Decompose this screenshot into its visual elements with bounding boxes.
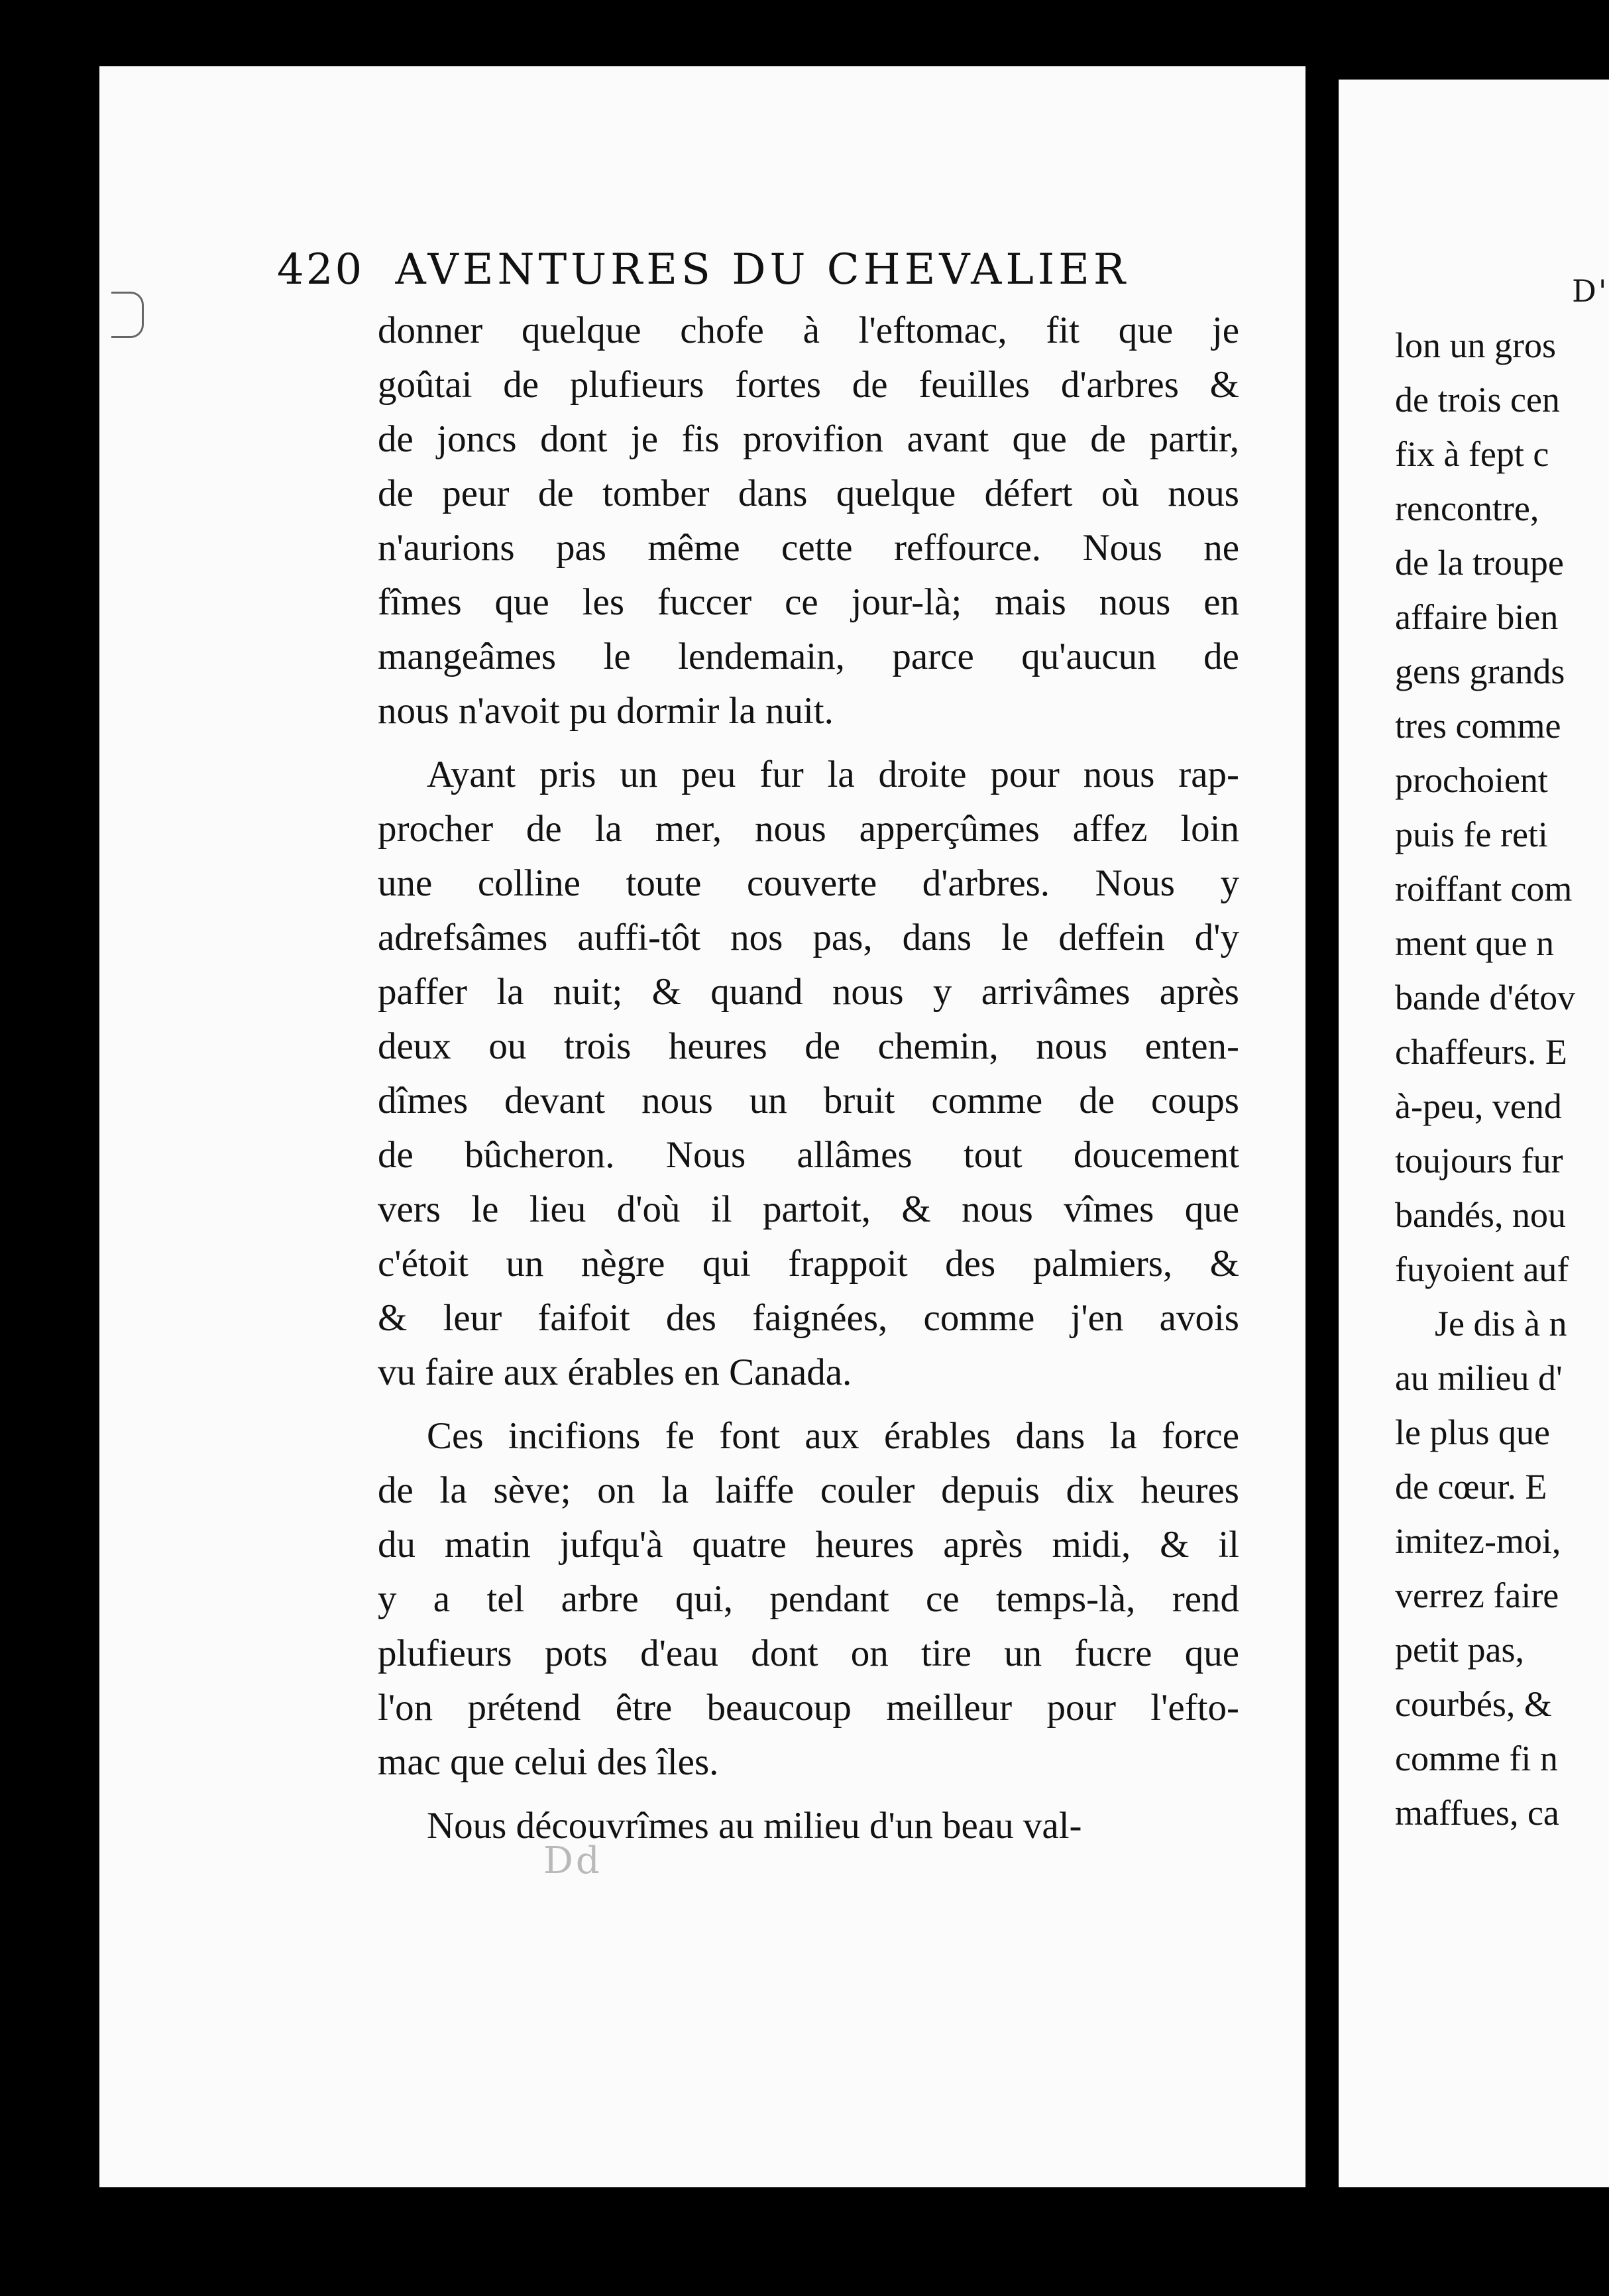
right-text-line: puis fe reti: [1395, 815, 1548, 854]
text-line: & leur faifoit des faignées, comme j'en avois: [378, 1297, 1239, 1339]
right-text-line: de la troupe: [1395, 543, 1564, 583]
right-text-line: petit pas,: [1395, 1630, 1524, 1670]
right-text-line: chaffeurs. E: [1395, 1032, 1567, 1072]
text-line: plufieurs pots d'eau dont on tire un fucre que: [378, 1633, 1239, 1674]
text-line: l'on prétend être beaucoup meilleur pour l'efto-: [378, 1687, 1239, 1729]
right-text-line: ment que n: [1395, 923, 1554, 963]
right-running-head: D': [1572, 273, 1609, 309]
text-line: donner quelque chofe à l'eftomac, fit que je: [378, 310, 1239, 351]
right-text-line: gens grands: [1395, 652, 1565, 691]
gutter-shadow: [1305, 66, 1339, 2187]
right-text-line: lon un gros: [1395, 325, 1556, 365]
text-line: de joncs dont je fis provifion avant que de partir,: [378, 418, 1239, 460]
running-head: [277, 245, 1245, 294]
right-text-line: fuyoient auf: [1395, 1249, 1569, 1289]
right-body-text: [1395, 318, 1609, 1840]
text-line: de peur de tomber dans quelque défert où nous: [378, 473, 1239, 514]
text-line: une colline toute couverte d'arbres. Nous y: [378, 862, 1239, 904]
text-line: nous n'avoit pu dormir la nuit.: [378, 690, 834, 732]
paragraph-gap: [378, 1400, 1239, 1409]
right-text-line: bande d'étov: [1395, 978, 1576, 1017]
text-line: goûtai de plufieurs fortes de feuilles d'arbres &: [378, 364, 1239, 406]
text-line: de bûcheron. Nous allâmes tout doucement: [378, 1134, 1239, 1176]
text-line: c'étoit un nègre qui frappoit des palmiers, &: [378, 1243, 1239, 1285]
text-line: Ayant pris un peu fur la droite pour nous rap-: [427, 754, 1239, 795]
right-text-line: fix à fept c: [1395, 434, 1549, 474]
right-text-line: au milieu d': [1395, 1358, 1563, 1398]
right-text-line: comme fi n: [1395, 1739, 1558, 1778]
signature-mark: Dd: [543, 1839, 602, 1882]
text-line: mac que celui des îles.: [378, 1741, 719, 1783]
text-line: Ces incifions fe font aux érables dans la force: [427, 1415, 1239, 1457]
right-text-line: le plus que: [1395, 1412, 1550, 1452]
right-text-line: toujours fur: [1395, 1141, 1563, 1180]
text-line: procher de la mer, nous apperçûmes affez loin: [378, 808, 1239, 850]
text-line: paffer la nuit; & quand nous y arrivâmes après: [378, 971, 1239, 1013]
text-line: vers le lieu d'où il partoit, & nous vîmes que: [378, 1188, 1239, 1230]
paragraph-gap: [378, 1790, 1239, 1799]
right-text-line: prochoient: [1395, 760, 1548, 800]
text-line: deux ou trois heures de chemin, nous enten-: [378, 1025, 1239, 1067]
right-text-line: de trois cen: [1395, 380, 1560, 420]
right-text-line: roiffant com: [1395, 869, 1573, 909]
text-line: mangeâmes le lendemain, parce qu'aucun de: [378, 636, 1239, 677]
body-text: [378, 304, 1239, 1853]
page-number: 420: [277, 245, 364, 294]
right-text-line: rencontre,: [1395, 488, 1539, 528]
text-line: fîmes que les fuccer ce jour-là; mais nous en: [378, 581, 1239, 623]
right-text-line: maffues, ca: [1395, 1793, 1559, 1833]
margin-bracket-mark: [111, 292, 144, 338]
right-text-line: de cœur. E: [1395, 1467, 1547, 1507]
right-text-line: bandés, nou: [1395, 1195, 1566, 1235]
text-line: de la sève; on la laiffe couler depuis dix heures: [378, 1469, 1239, 1511]
right-text-line: Je dis à n: [1435, 1304, 1567, 1344]
paragraph-gap: [378, 738, 1239, 748]
right-text-line: à-peu, vend: [1395, 1086, 1562, 1126]
text-line: dîmes devant nous un bruit comme de coups: [378, 1080, 1239, 1121]
right-text-line: affaire bien: [1395, 597, 1559, 637]
text-line: vu faire aux érables en Canada.: [378, 1351, 852, 1393]
text-line: Nous découvrîmes au milieu d'un beau val-: [427, 1805, 1082, 1847]
right-text-line: verrez faire: [1395, 1576, 1559, 1615]
right-text-line: courbés, &: [1395, 1684, 1552, 1724]
running-title: AVENTURES DU CHEVALIER: [395, 245, 1130, 294]
text-line: du matin jufqu'à quatre heures après midi, & il: [378, 1524, 1239, 1566]
text-line: y a tel arbre qui, pendant ce temps-là, rend: [378, 1578, 1239, 1620]
right-text-line: tres comme: [1395, 706, 1561, 746]
right-text-line: imitez-moi,: [1395, 1521, 1561, 1561]
text-line: n'aurions pas même cette reffource. Nous ne: [378, 527, 1239, 569]
text-line: adrefsâmes auffi-tôt nos pas, dans le deffein d'y: [378, 917, 1239, 958]
